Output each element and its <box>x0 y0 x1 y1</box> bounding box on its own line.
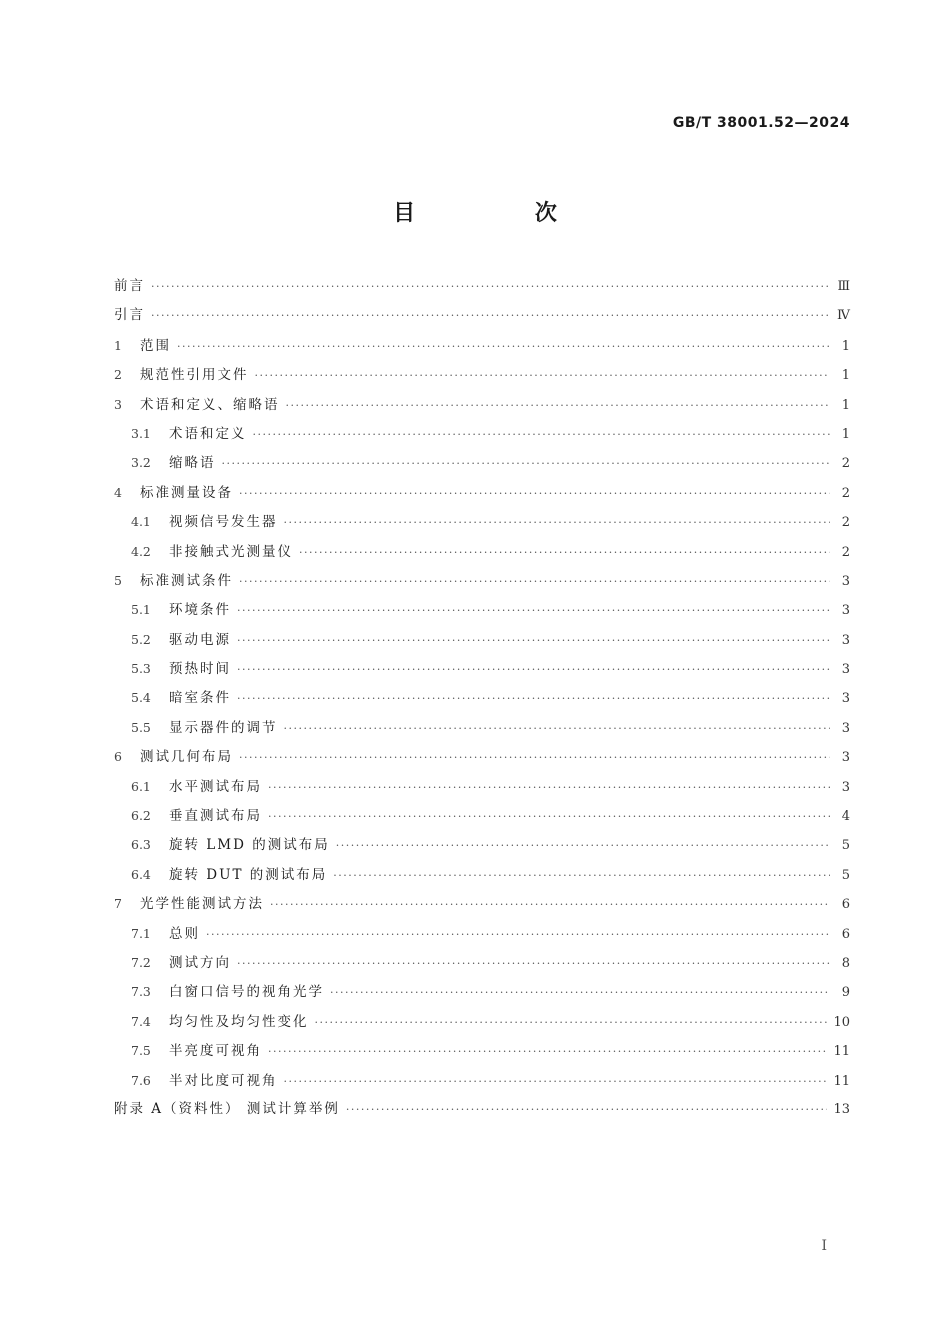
toc-entry-page: 1 <box>841 368 850 384</box>
toc-entry-label: 前言 <box>114 278 145 294</box>
toc-entry[interactable] <box>114 331 850 360</box>
toc-entry-label: 暗室条件 <box>169 690 231 707</box>
table-of-contents <box>114 272 850 1124</box>
toc-entry-number: 5.2 <box>131 631 151 647</box>
toc-entry-number: 6.3 <box>131 837 151 853</box>
toc-entry[interactable] <box>114 742 850 771</box>
toc-dot-leader <box>177 332 830 361</box>
toc-dot-leader <box>239 743 830 772</box>
toc-entry-page: 3 <box>841 779 850 795</box>
toc-entry[interactable] <box>114 390 850 419</box>
toc-entry[interactable] <box>114 537 850 566</box>
toc-entry-label: 标准测量设备 <box>140 484 233 501</box>
toc-entry[interactable] <box>114 360 850 389</box>
toc-entry-label: 光学性能测试方法 <box>140 896 264 913</box>
toc-entry-page: 2 <box>841 485 850 501</box>
toc-entry-label: 附录 A（资料性） 测试计算举例 <box>114 1100 340 1117</box>
toc-entry-page: 11 <box>833 1073 850 1089</box>
toc-entry-page: 4 <box>841 809 850 825</box>
toc-entry-number: 6.2 <box>131 808 151 824</box>
toc-entry-page: 3 <box>841 603 850 619</box>
toc-entry-page: 5 <box>841 867 850 883</box>
toc-entry-number: 6.4 <box>131 866 151 882</box>
toc-entry-label: 术语和定义 <box>169 425 247 442</box>
toc-entry-label: 测试几何布局 <box>140 749 233 766</box>
toc-entry-page: 3 <box>841 632 850 648</box>
page-title: 目 次 <box>393 201 613 226</box>
toc-entry[interactable] <box>114 595 850 624</box>
toc-entry-number: 7.6 <box>131 1072 151 1088</box>
toc-entry-label: 旋转 DUT 的测试布局 <box>169 866 328 883</box>
toc-entry[interactable] <box>114 478 850 507</box>
toc-entry-page: 2 <box>841 544 850 560</box>
toc-entry[interactable] <box>114 1066 850 1095</box>
toc-entry-label: 环境条件 <box>169 602 231 619</box>
toc-entry-number: 1 <box>114 337 122 353</box>
toc-entry-page: 6 <box>841 926 850 942</box>
toc-dot-leader <box>239 567 830 596</box>
toc-entry[interactable] <box>114 948 850 977</box>
toc-entry-number: 5.5 <box>131 719 151 735</box>
toc-entry-label: 规范性引用文件 <box>140 367 249 384</box>
toc-dot-leader <box>284 508 831 537</box>
toc-entry-number: 5.1 <box>131 602 151 618</box>
toc-entry-label: 非接触式光测量仪 <box>169 543 293 560</box>
toc-dot-leader <box>237 596 830 625</box>
toc-entry-label: 预热时间 <box>169 661 231 678</box>
toc-entry-page: Ⅲ <box>837 279 850 294</box>
toc-entry-number: 5 <box>114 572 122 588</box>
toc-entry-page: 9 <box>841 985 850 1001</box>
toc-entry-page: 3 <box>841 691 850 707</box>
toc-dot-leader <box>270 890 830 919</box>
toc-entry[interactable] <box>114 713 850 742</box>
toc-dot-leader <box>315 1008 828 1037</box>
toc-entry-number: 4.1 <box>131 514 151 530</box>
toc-entry-number: 7.1 <box>131 925 151 941</box>
toc-dot-leader <box>284 714 831 743</box>
toc-entry-label: 总则 <box>169 925 200 942</box>
toc-entry-label: 半亮度可视角 <box>169 1043 262 1060</box>
toc-entry[interactable] <box>114 889 850 918</box>
toc-entry-label: 水平测试布局 <box>169 778 262 795</box>
toc-dot-leader <box>268 1037 827 1066</box>
toc-entry-number: 3.2 <box>131 455 151 471</box>
toc-dot-leader <box>255 361 831 390</box>
toc-entry-page: 5 <box>841 838 850 854</box>
toc-entry[interactable] <box>114 1036 850 1065</box>
toc-entry[interactable] <box>114 772 850 801</box>
toc-dot-leader <box>330 978 830 1007</box>
toc-dot-leader <box>268 802 830 831</box>
toc-entry-page: 1 <box>841 338 850 354</box>
toc-entry-page: 8 <box>841 955 850 971</box>
toc-entry-label: 测试方向 <box>169 954 231 971</box>
toc-entry-page: 6 <box>841 897 850 913</box>
toc-entry-label: 缩略语 <box>169 455 216 472</box>
toc-entry-page: 1 <box>841 426 850 442</box>
toc-entry[interactable] <box>114 301 850 330</box>
toc-entry[interactable] <box>114 830 850 859</box>
toc-entry[interactable] <box>114 419 850 448</box>
toc-entry-page: 2 <box>841 456 850 472</box>
toc-dot-leader <box>239 479 830 508</box>
toc-dot-leader <box>222 449 831 478</box>
toc-dot-leader <box>346 1095 828 1124</box>
toc-dot-leader <box>299 538 830 567</box>
toc-entry-page: 3 <box>841 720 850 736</box>
toc-entry-label: 视频信号发生器 <box>169 514 278 531</box>
toc-entry[interactable] <box>114 448 850 477</box>
toc-entry-page: 11 <box>833 1044 850 1060</box>
toc-entry-number: 7.3 <box>131 984 151 1000</box>
toc-entry-number: 6 <box>114 749 122 765</box>
toc-entry-number: 4 <box>114 484 122 500</box>
toc-dot-leader <box>286 391 831 420</box>
toc-dot-leader <box>237 655 830 684</box>
toc-entry-page: 13 <box>833 1101 850 1117</box>
toc-entry-number: 5.3 <box>131 661 151 677</box>
toc-entry-label: 驱动电源 <box>169 631 231 648</box>
toc-entry-label: 引言 <box>114 307 145 324</box>
standard-code: GB/T 38001.52—2024 <box>672 115 850 131</box>
toc-entry-number: 4.2 <box>131 543 151 559</box>
toc-entry-page: 3 <box>841 662 850 678</box>
toc-entry-label: 半对比度可视角 <box>169 1072 278 1089</box>
toc-entry-number: 7 <box>114 896 122 912</box>
toc-entry[interactable] <box>114 625 850 654</box>
toc-dot-leader <box>151 272 830 301</box>
toc-entry-number: 3.1 <box>131 425 151 441</box>
toc-entry[interactable] <box>114 801 850 830</box>
toc-dot-leader <box>151 301 830 330</box>
toc-dot-leader <box>206 920 830 949</box>
toc-entry[interactable] <box>114 860 850 889</box>
toc-entry-number: 6.1 <box>131 778 151 794</box>
toc-entry[interactable] <box>114 272 850 301</box>
toc-entry-label: 术语和定义、缩略语 <box>140 396 280 413</box>
toc-entry[interactable] <box>114 683 850 712</box>
toc-entry-number: 5.4 <box>131 690 151 706</box>
toc-entry-page: 3 <box>841 573 850 589</box>
toc-entry-page: Ⅳ <box>837 308 850 324</box>
toc-dot-leader <box>237 684 830 713</box>
toc-entry-label: 垂直测试布局 <box>169 808 262 825</box>
toc-entry[interactable] <box>114 1095 850 1124</box>
toc-entry-page: 2 <box>841 515 850 531</box>
toc-entry-page: 10 <box>833 1014 850 1030</box>
toc-entry-label: 白窗口信号的视角光学 <box>169 984 324 1001</box>
toc-entry-page: 1 <box>841 397 850 413</box>
toc-entry-number: 3 <box>114 396 122 412</box>
toc-entry[interactable] <box>114 977 850 1006</box>
toc-entry-number: 7.5 <box>131 1043 151 1059</box>
toc-entry-number: 7.4 <box>131 1013 151 1029</box>
toc-entry[interactable] <box>114 566 850 595</box>
toc-entry[interactable] <box>114 654 850 683</box>
toc-dot-leader <box>284 1067 828 1096</box>
toc-entry-label: 标准测试条件 <box>140 572 233 589</box>
toc-dot-leader <box>336 831 830 860</box>
toc-entry-page: 3 <box>841 750 850 766</box>
page-number: Ⅰ <box>821 1238 827 1254</box>
toc-entry-number: 2 <box>114 367 122 383</box>
toc-entry[interactable] <box>114 919 850 948</box>
toc-entry-label: 范围 <box>140 337 171 354</box>
toc-entry-label: 旋转 LMD 的测试布局 <box>169 837 330 854</box>
toc-entry[interactable] <box>114 1007 850 1036</box>
toc-dot-leader <box>237 949 830 978</box>
toc-dot-leader <box>253 420 831 449</box>
toc-dot-leader <box>333 861 830 890</box>
toc-entry[interactable] <box>114 507 850 536</box>
toc-entry-label: 显示器件的调节 <box>169 719 278 736</box>
toc-entry-label: 均匀性及均匀性变化 <box>169 1013 309 1030</box>
toc-dot-leader <box>237 626 830 655</box>
toc-dot-leader <box>268 773 830 802</box>
toc-entry-number: 7.2 <box>131 954 151 970</box>
